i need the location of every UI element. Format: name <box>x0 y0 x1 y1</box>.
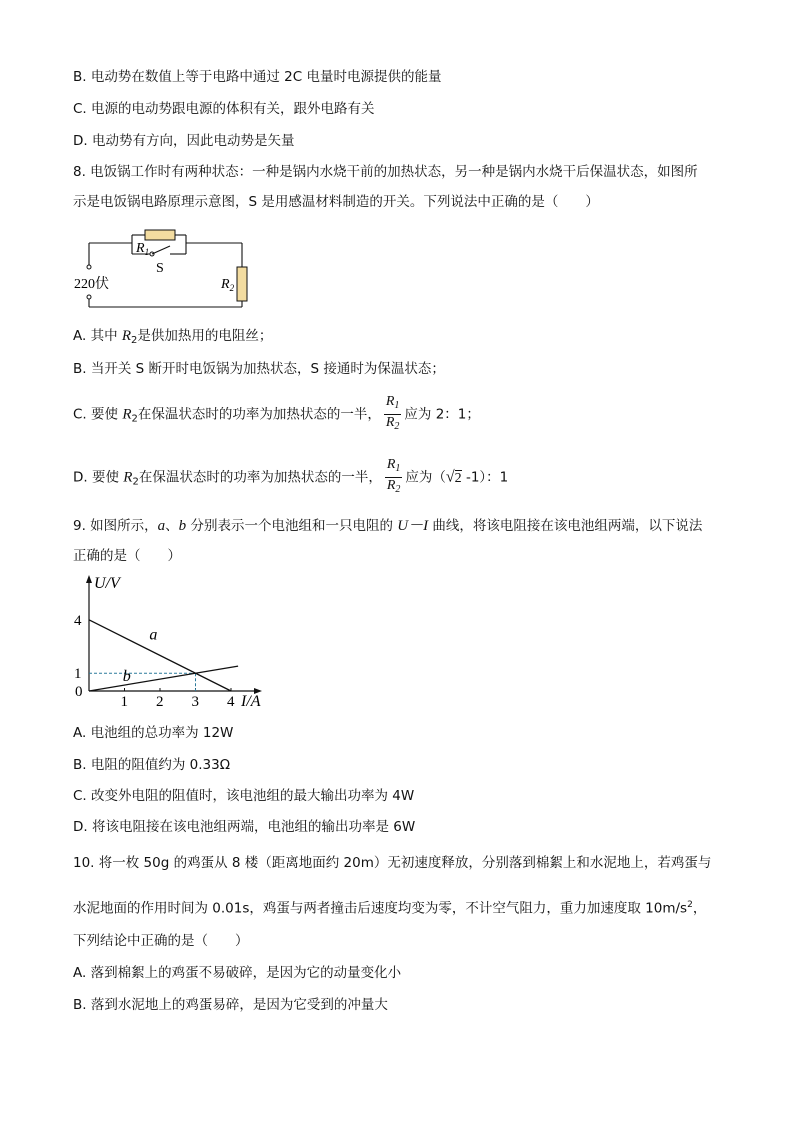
x-tick-label: 2 <box>156 694 164 710</box>
y-tick-label: 1 <box>74 666 82 683</box>
r1-label: $R_1$ <box>136 241 150 257</box>
ratio-fraction: $\frac{R_1}{R_2}$ <box>386 457 401 495</box>
series-label-a: a <box>149 626 158 644</box>
q8-option-c: C. 要使 $R_2$在保温状态时的功率为加热状态的一半， $\frac{R_1}{R_2}$ 应为 2：1； <box>73 394 480 440</box>
q10-stem-line-1: 10. 将一枚 50g 的鸡蛋从 8 楼（距离地面约 20m）无初速度释放，分别落到棉絮上和水泥地上，若鸡蛋与 <box>73 855 712 871</box>
q8-option-a: A. 其中 $R_2$是供加热用的电阻丝； <box>73 328 273 346</box>
sqrt-radicand: 2 <box>454 470 462 486</box>
switch-lever <box>152 246 170 254</box>
q9-stem-line-2: 正确的是（ ） <box>73 548 181 564</box>
r2-label: $R_2$ <box>221 277 235 293</box>
x-tick-label: 1 <box>120 694 128 710</box>
x-tick-label: 3 <box>191 694 199 710</box>
ratio-fraction: $\frac{R_1}{R_2}$ <box>385 394 400 432</box>
x-axis-label: I/A <box>241 693 261 710</box>
q9-option-b: B. 电阻的阻值约为 0.33Ω <box>73 757 231 773</box>
q8-stem-line-1: 8. 电饭锅工作时有两种状态：一种是锅内水烧干前的加热状态，另一种是锅内水烧干后保温状态，如图所 <box>73 164 698 180</box>
r2-resistor <box>237 267 247 301</box>
r1-resistor <box>145 230 175 240</box>
y-axis-arrow <box>86 575 92 583</box>
q9-option-d: D. 将该电阻接在该电池组两端，电池组的输出功率是 6W <box>73 819 416 835</box>
y-axis-label: U/V <box>94 575 120 592</box>
voltage-label: 220伏 <box>74 277 109 292</box>
q7-option-d: D. 电动势有方向，因此电动势是矢量 <box>73 133 295 149</box>
q9-option-c: C. 改变外电阻的阻值时，该电池组的最大输出功率为 4W <box>73 788 415 804</box>
x-tick-label: 4 <box>227 694 235 710</box>
q10-stem-line-3: 下列结论中正确的是（ ） <box>73 933 249 949</box>
ui-chart <box>70 572 275 712</box>
q10-stem-line-2: 水泥地面的作用时间为 0.01s，鸡蛋与两者撞击后速度均变为零，不计空气阻力，重力加速度取 $10m/s^2$， <box>73 900 707 917</box>
q9-option-a: A. 电池组的总功率为 12W <box>73 725 234 741</box>
q10-option-a: A. 落到棉絮上的鸡蛋不易破碎，是因为它的动量变化小 <box>73 965 402 981</box>
q7-option-b: B. 电动势在数值上等于电路中通过 2C 电量时电源提供的能量 <box>73 69 442 85</box>
series-label-b: b <box>122 668 131 686</box>
switch-label: S <box>156 261 164 276</box>
q7-option-c: C. 电源的电动势跟电源的体积有关，跟外电路有关 <box>73 101 375 117</box>
terminal-top <box>87 265 91 269</box>
q10-option-b: B. 落到水泥地上的鸡蛋易碎，是因为它受到的冲量大 <box>73 997 388 1013</box>
q9-stem-line-1: 9. 如图所示，a、b 分别表示一个电池组和一只电阻的 U－I 曲线，将该电阻接在该电池组两端，以下说法 <box>73 518 703 534</box>
q8-option-b: B. 当开关 S 断开时电饭锅为加热状态，S 接通时为保温状态； <box>73 361 445 377</box>
origin-label: 0 <box>75 684 83 700</box>
q8-circuit-diagram <box>70 225 260 315</box>
y-tick-label: 4 <box>74 612 82 629</box>
terminal-bottom <box>87 295 91 299</box>
sqrt-symbol: √ <box>445 468 455 486</box>
q8-stem-line-2: 示是电饭锅电路原理示意图，S 是用感温材料制造的开关。下列说法中正确的是（ ） <box>73 194 599 210</box>
series-line-b <box>89 666 238 691</box>
q8-option-d: D. 要使 $R_2$在保温状态时的功率为加热状态的一半， $\frac{R_1}{R_2}$ 应为（√2 -1）：1 <box>73 457 508 503</box>
series-line-a <box>89 620 231 691</box>
